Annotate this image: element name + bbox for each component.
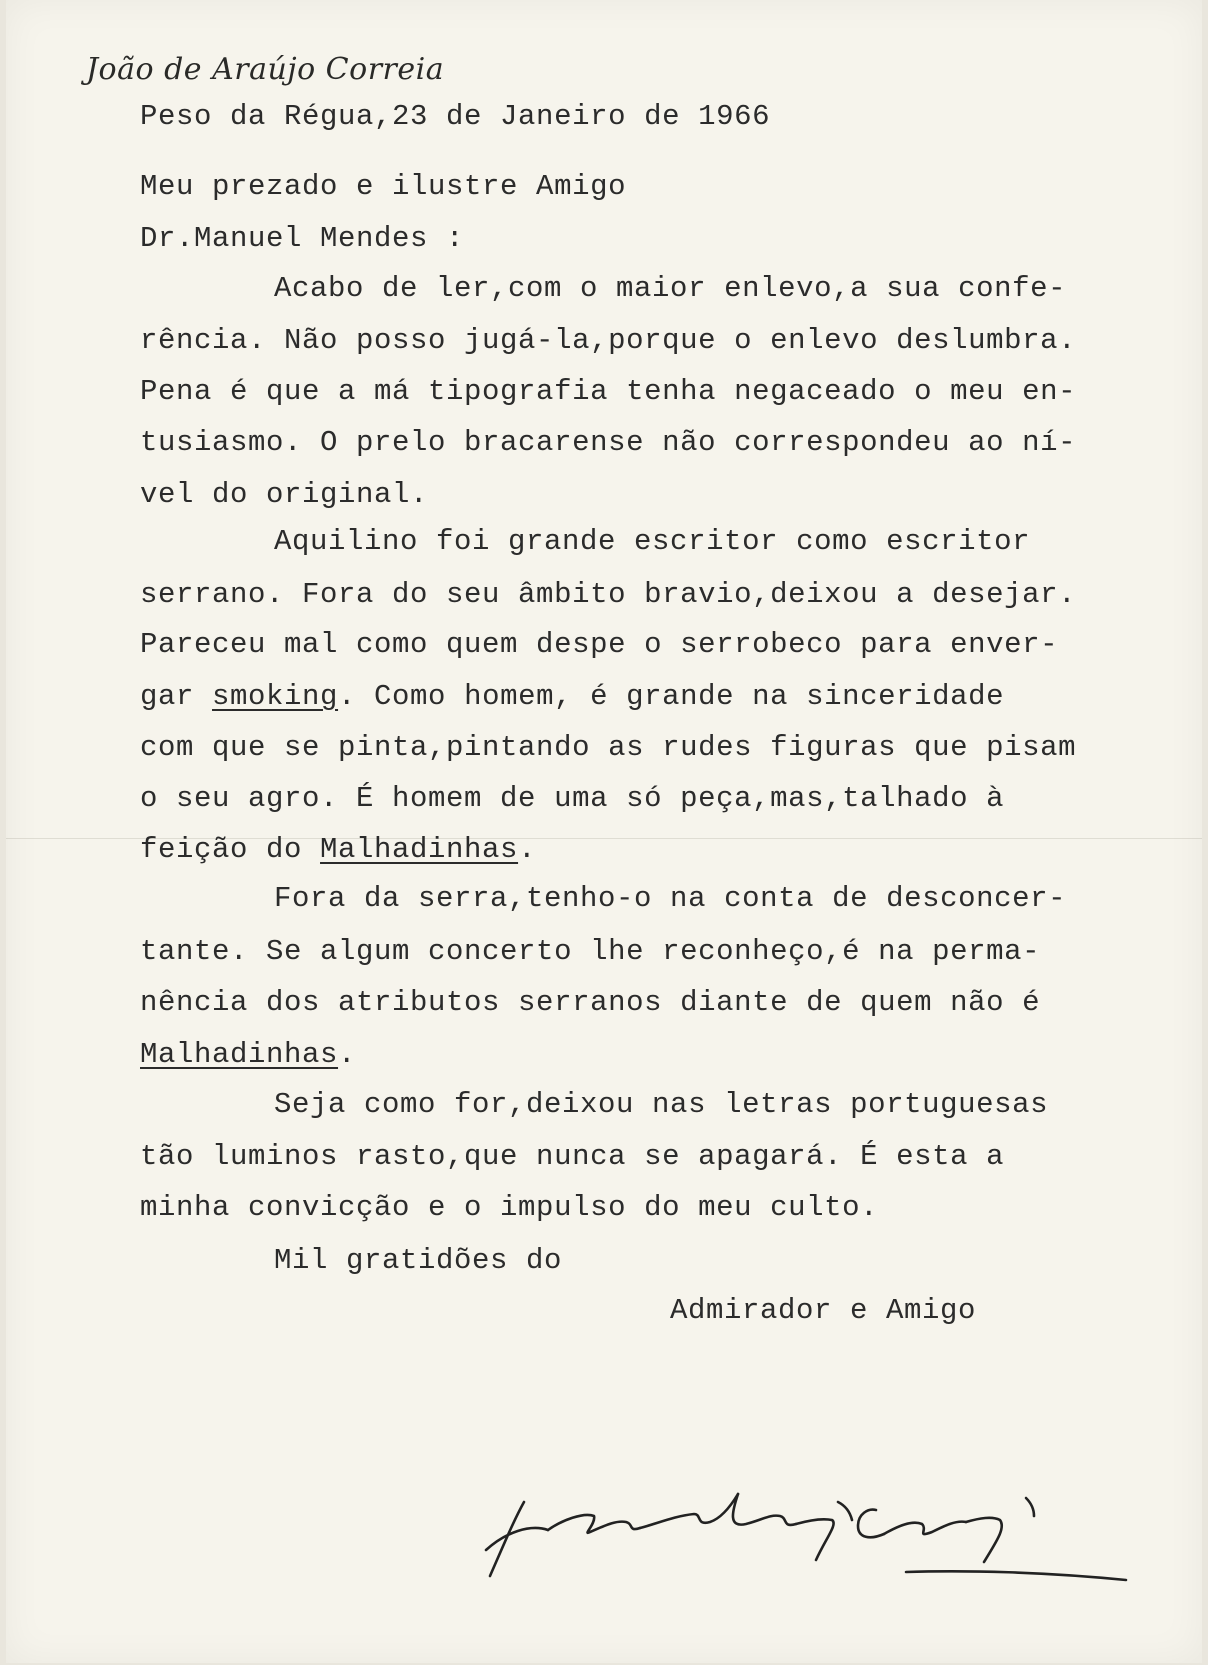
body-line: com que se pinta,pintando as rudes figuras que pisam	[140, 731, 1077, 764]
letter-sheet	[6, 0, 1202, 1663]
body-line: serrano. Fora do seu âmbito bravio,deixou a desejar.	[140, 578, 1077, 611]
letterhead: João de Araújo Correia	[86, 52, 445, 87]
body-line: minha convicção e o impulso do meu culto.	[140, 1191, 879, 1224]
underlined-word: Malhadinhas	[320, 833, 519, 866]
body-line: tão luminos rasto,que nunca se apagará. É esta a	[140, 1140, 1005, 1173]
salutation-line: Meu prezado e ilustre Amigo	[140, 170, 627, 203]
body-line: Acabo de ler,com o maior enlevo,a sua confe-	[274, 272, 1067, 305]
body-line: Aquilino foi grande escritor como escritor	[274, 525, 1031, 558]
date-line: Peso da Régua,23 de Janeiro de 1966	[140, 100, 771, 133]
body-line: tusiasmo. O prelo bracarense não correspondeu ao ní-	[140, 426, 1077, 459]
addressee-line: Dr.Manuel Mendes :	[140, 222, 465, 255]
body-line: feição do Malhadinhas.	[140, 833, 537, 866]
closing-line: Mil gratidões do	[274, 1244, 563, 1277]
signoff-line: Admirador e Amigo	[670, 1294, 977, 1327]
body-line: vel do original.	[140, 478, 429, 511]
handwritten-signature	[466, 1480, 1156, 1590]
body-line: nência dos atributos serranos diante de quem não é	[140, 986, 1041, 1019]
body-line: Fora da serra,tenho-o na conta de desconcer-	[274, 882, 1067, 915]
body-line: Malhadinhas.	[140, 1038, 357, 1071]
underlined-word: Malhadinhas	[140, 1038, 339, 1071]
body-line: Seja como for,deixou nas letras portuguesas	[274, 1088, 1049, 1121]
body-line: rência. Não posso jugá-la,porque o enlevo deslumbra.	[140, 324, 1077, 357]
body-line: o seu agro. É homem de uma só peça,mas,talhado à	[140, 782, 1005, 815]
body-line: Pena é que a má tipografia tenha negaceado o meu en-	[140, 375, 1077, 408]
body-line: gar smoking. Como homem, é grande na sinceridade	[140, 680, 1005, 713]
underlined-word: smoking	[212, 680, 339, 713]
body-line: Pareceu mal como quem despe o serrobeco para enver-	[140, 628, 1059, 661]
body-line: tante. Se algum concerto lhe reconheço,é na perma-	[140, 935, 1041, 968]
